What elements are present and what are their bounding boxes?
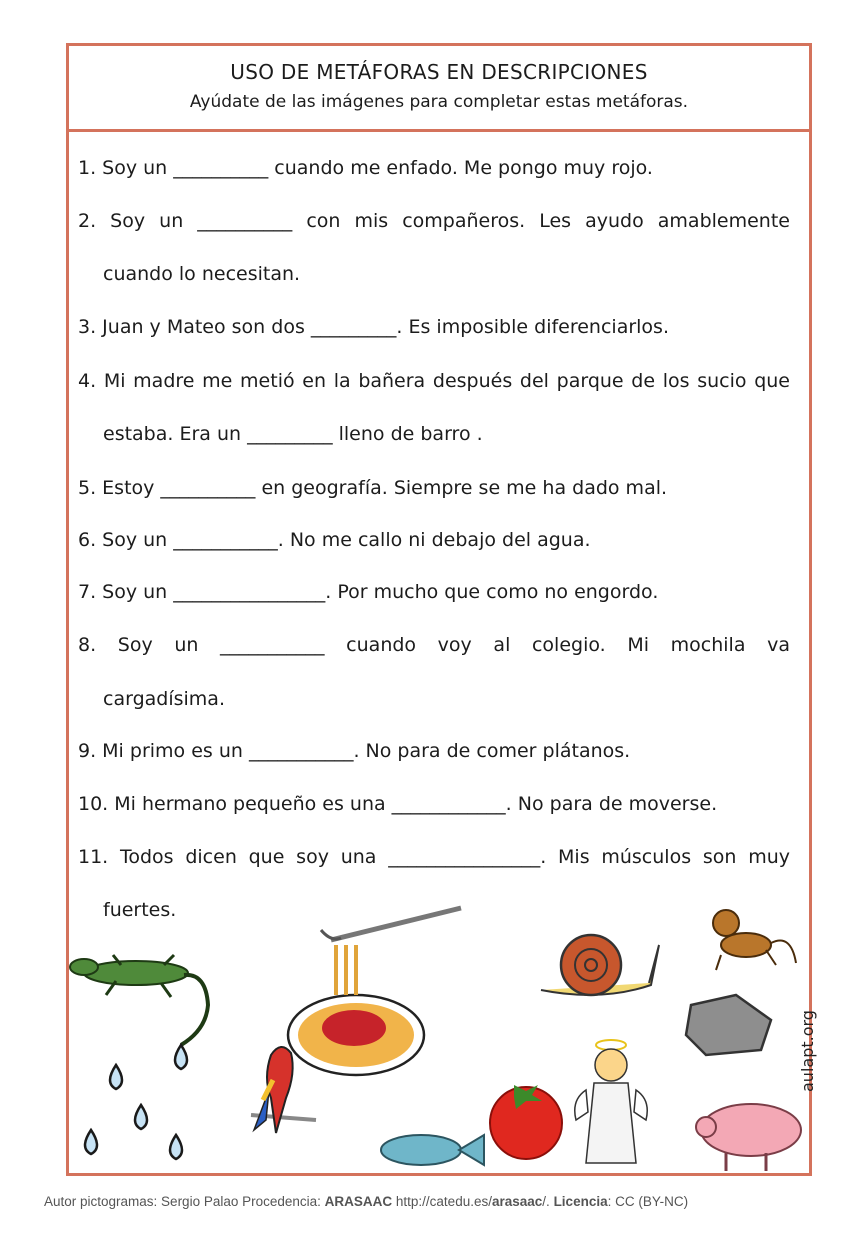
lizard-icon: [70, 955, 208, 1045]
exercise-line-3: 3. Juan y Mateo son dos _________. Es imposible diferenciarlos.: [78, 316, 669, 338]
exercise-line-7: 7. Soy un ________________. Por mucho que como no engordo.: [78, 581, 659, 603]
worksheet-header: [69, 46, 809, 132]
exercise-line-8: 8. Soy un ___________ cuando voy al colegio. Mi mochila va: [78, 634, 790, 656]
credit-arasaac: ARASAAC: [324, 1194, 393, 1209]
exercise-line-2: 2. Soy un __________ con mis compañeros. Les ayudo amablemente: [78, 210, 790, 232]
credit-line: [44, 1194, 688, 1209]
exercise-line-11-cont: fuertes.: [103, 899, 177, 921]
tomato-icon: [490, 1085, 562, 1159]
credit-url-bold: arasaac: [491, 1194, 543, 1209]
spaghetti-icon: [288, 908, 461, 1075]
angel-icon: [575, 1040, 648, 1163]
exercise-line-8-cont: cargadísima.: [103, 688, 225, 710]
credit-url-end: /.: [542, 1194, 554, 1209]
exercise-line-4: 4. Mi madre me metió en la bañera después del parque de los sucio que: [78, 370, 790, 392]
snail-icon: [541, 935, 659, 995]
credit-url: http://catedu.es/: [392, 1194, 492, 1209]
exercise-line-4-cont: estaba. Era un _________ lleno de barro .: [103, 423, 483, 445]
exercise-line-5: 5. Estoy __________ en geografía. Siempre se me ha dado mal.: [78, 477, 668, 499]
page-subtitle: Ayúdate de las imágenes para completar estas metáforas.: [189, 92, 689, 112]
fish-icon: [381, 1135, 484, 1165]
page-title: USO DE METÁFORAS EN DESCRIPCIONES: [230, 60, 648, 84]
pictograms-area: [66, 895, 817, 1176]
exercise-line-9: 9. Mi primo es un ___________. No para de comer plátanos.: [78, 740, 631, 762]
exercise-line-10: 10. Mi hermano pequeño es una ____________. No para de moverse.: [78, 793, 718, 815]
water-drops-icon: [85, 1045, 187, 1159]
watermark-text: aulapt.org: [798, 1010, 817, 1092]
pig-icon: [696, 1104, 801, 1171]
credit-license: : CC (BY-NC): [607, 1194, 689, 1209]
credit-licencia-label: Licencia: [553, 1194, 608, 1209]
rock-icon: [686, 995, 771, 1055]
monkey-icon: [713, 910, 796, 970]
exercise-line-6: 6. Soy un ___________. No me callo ni debajo del agua.: [78, 529, 591, 551]
exercise-line-2-cont: cuando lo necesitan.: [103, 263, 301, 285]
credit-author: Autor pictogramas: Sergio Palao Procedencia:: [44, 1194, 325, 1209]
exercise-line-1: 1. Soy un __________ cuando me enfado. Me pongo muy rojo.: [78, 157, 653, 179]
exercise-line-11: 11. Todos dicen que soy una ________________. Mis músculos son muy: [78, 846, 790, 868]
